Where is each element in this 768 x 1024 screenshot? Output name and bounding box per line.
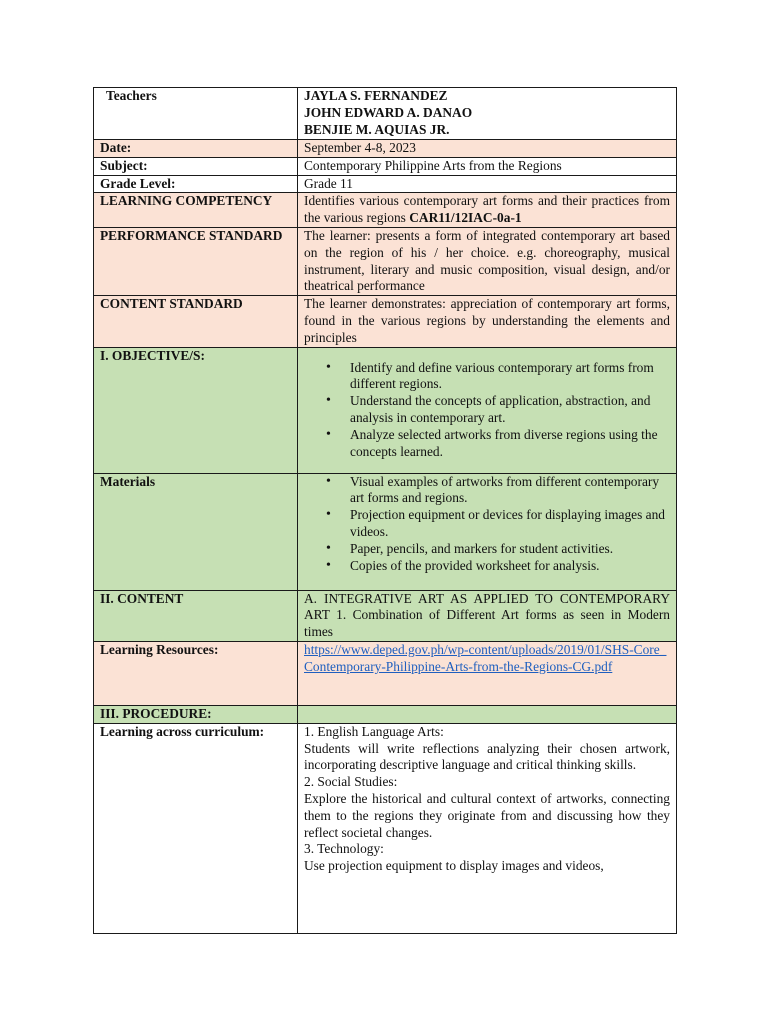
content-value: A. INTEGRATIVE ART AS APPLIED TO CONTEMPORARY ART 1. Combination of Different Art forms as seen in Modern times — [298, 590, 677, 641]
curriculum-body: Explore the historical and cultural context of artworks, connecting them to the regions they originate from and discussing how they reflect societal changes. — [304, 790, 670, 840]
teacher-name: JOHN EDWARD A. DANAO — [304, 104, 473, 120]
objectives-list — [304, 360, 670, 461]
content-standard-value: The learner demonstrates: appreciation of contemporary art forms, found in the various regions by understanding the elements and principles — [298, 296, 677, 347]
content-standard-row — [94, 296, 677, 347]
learning-competency-value — [298, 193, 677, 228]
performance-standard-value: The learner: presents a form of integrated contemporary art based on the region of his / her choice. e.g. choreography, musical instrument, literary and music composition, visual design, and/or theatrical performance — [298, 227, 677, 295]
curriculum-body: Students will write reflections analyzing their chosen artwork, incorporating descriptive language and critical thinking skills. — [304, 740, 670, 773]
list-item: • Understand the concepts of application, abstraction, and analysis in contemporary art. — [350, 393, 670, 427]
procedure-row — [94, 705, 677, 723]
date-row — [94, 140, 677, 158]
teachers-label: Teachers — [94, 88, 298, 140]
learning-competency-code: CAR11/12IAC-0a-1 — [409, 210, 522, 226]
content-row — [94, 590, 677, 641]
objectives-row — [94, 347, 677, 473]
list-item: • Analyze selected artworks from diverse regions using the concepts learned. — [350, 427, 670, 461]
performance-standard-row — [94, 227, 677, 295]
subject-row — [94, 157, 677, 175]
list-item: • Identify and define various contemporary art forms from different regions. — [350, 360, 670, 394]
learning-across-curriculum-cell — [298, 723, 677, 933]
date-value: September 4-8, 2023 — [298, 140, 677, 158]
lesson-plan-table — [93, 87, 677, 934]
performance-standard-label: PERFORMANCE STANDARD — [94, 227, 298, 295]
learning-resources-label: Learning Resources: — [94, 641, 298, 705]
content-standard-label: CONTENT STANDARD — [94, 296, 298, 347]
content-label: II. CONTENT — [94, 590, 298, 641]
objectives-cell — [298, 347, 677, 473]
grade-level-label: Grade Level: — [94, 175, 298, 193]
learning-competency-label: LEARNING COMPETENCY — [94, 193, 298, 228]
learning-competency-text: Identifies various contemporary art forms and their practices from the various regions — [304, 193, 670, 226]
curriculum-body: Use projection equipment to display images and videos, — [304, 858, 604, 874]
subject-label: Subject: — [94, 157, 298, 175]
learning-across-curriculum-row — [94, 723, 677, 933]
list-item: • Copies of the provided worksheet for analysis. — [350, 558, 670, 575]
subject-value: Contemporary Philippine Arts from the Regions — [298, 157, 677, 175]
procedure-label: III. PROCEDURE: — [94, 705, 298, 723]
list-item: • Projection equipment or devices for displaying images and videos. — [350, 507, 670, 541]
learning-resources-cell — [298, 641, 677, 705]
teachers-row — [94, 88, 677, 140]
date-label: Date: — [94, 140, 298, 158]
learning-across-curriculum-label: Learning across curriculum: — [94, 723, 298, 933]
grade-level-row — [94, 175, 677, 193]
materials-cell — [298, 473, 677, 590]
list-item: • Visual examples of artworks from different contemporary art forms and regions. — [350, 474, 670, 508]
materials-label: Materials — [94, 473, 298, 590]
curriculum-heading: 1. English Language Arts: — [304, 723, 444, 739]
learning-resources-link[interactable]: https://www.deped.gov.ph/wp-content/uploads/2019/01/SHS-Core_Contemporary-Philippine-Arts-from-the-Regions-CG.pdf — [304, 641, 667, 674]
learning-resources-row — [94, 641, 677, 705]
teacher-name: BENJIE M. AQUIAS JR. — [304, 121, 450, 137]
grade-level-value: Grade 11 — [298, 175, 677, 193]
materials-row — [94, 473, 677, 590]
curriculum-heading: 2. Social Studies: — [304, 774, 398, 790]
learning-competency-row — [94, 193, 677, 228]
teachers-names — [298, 88, 677, 140]
procedure-value — [298, 705, 677, 723]
curriculum-heading: 3. Technology: — [304, 841, 384, 857]
objectives-label: I. OBJECTIVE/S: — [94, 347, 298, 473]
teacher-name: JAYLA S. FERNANDEZ — [304, 88, 448, 103]
list-item: • Paper, pencils, and markers for student activities. — [350, 541, 670, 558]
materials-list — [304, 474, 670, 575]
